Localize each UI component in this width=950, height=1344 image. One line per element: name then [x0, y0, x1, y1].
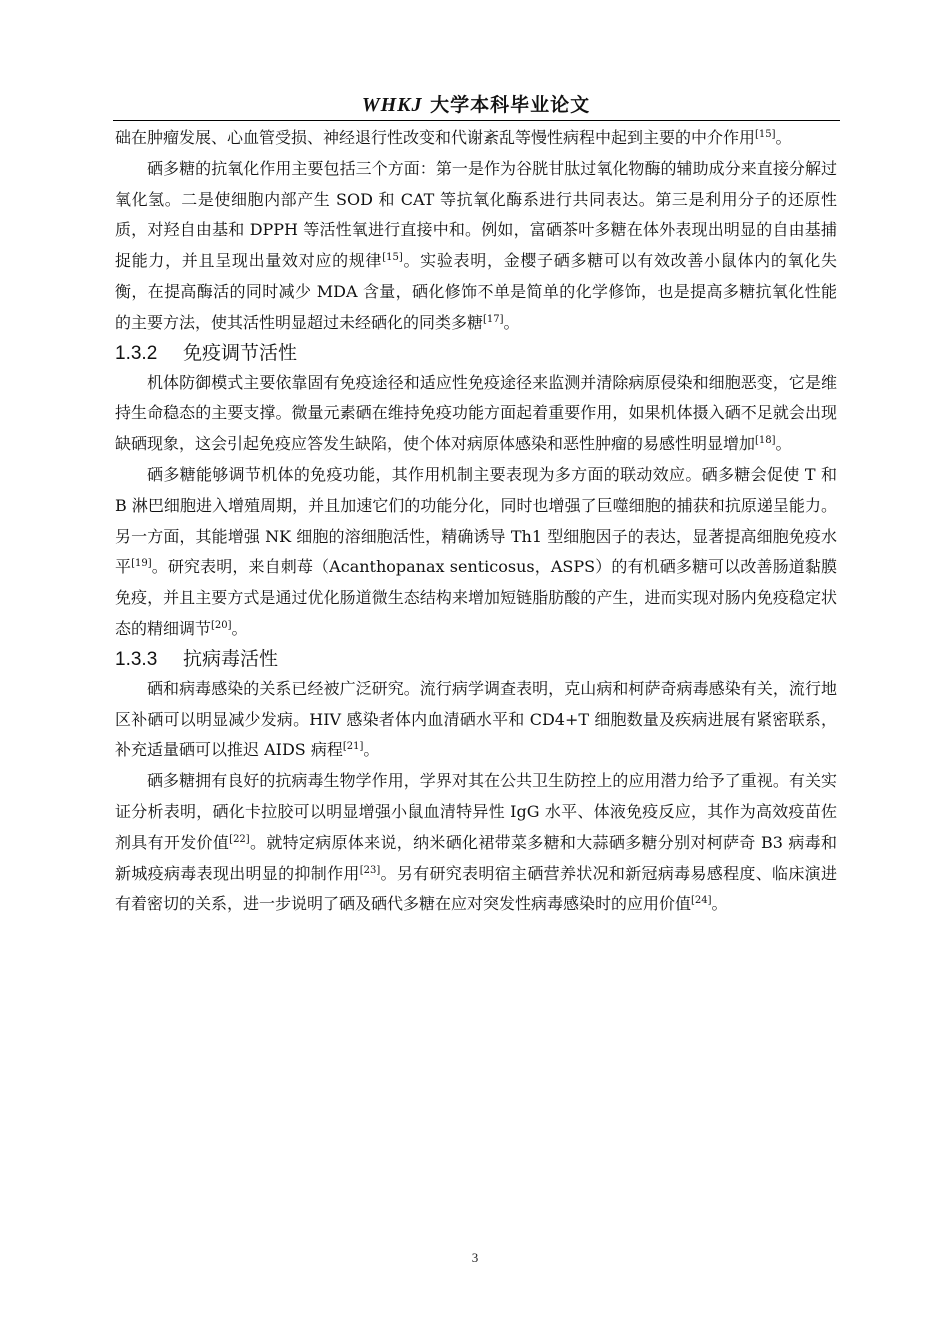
running-header — [115, 92, 837, 118]
paragraph-continued: 础在肿瘤发展、心血管受损、神经退行性改变和代谢紊乱等慢性病程中起到主要的中介作用[15]。 — [115, 128, 792, 147]
header-divider — [113, 120, 840, 121]
page-number: 3 — [471, 1250, 479, 1265]
citation: [21] — [342, 741, 364, 753]
citation: [18] — [755, 435, 776, 447]
paragraph-antioxidant: 硒多糖的抗氧化作用主要包括三个方面：第一是作为谷胱甘肽过氧化物酶的辅助成分来直接分解过氧化氢。二是使细胞内部产生 SOD 和 CAT 等抗氧化酶系进行共同表达。第三是利用分子的还原性质，对羟自由基和 DPPH 等活性氧进行直接中和。例如，富硒茶叶多糖在体外表现出明显的自由基捕捉能力，并且呈现出量效对应的规律[15]。实验表明，金樱子硒多糖可以有效改善小鼠体内的氧化失衡，在提高酶活的同时减少 MDA 含量，硒化修饰不单是简单的化学修饰，也是提高多糖抗氧化性能的主要方法，使其活性明显超过未经硒化的同类多糖[17]。 — [115, 158, 837, 332]
header-title: 大学本科毕业论文 — [430, 94, 591, 116]
header-latin: WHKJ — [361, 94, 423, 116]
paragraph-immune-mechanism: 硒多糖能够调节机体的免疫功能，其作用机制主要表现为多方面的联动效应。硒多糖会促使 T 和 B 淋巴细胞进入增殖周期，并且加速它们的功能分化，同时也增强了巨噬细胞的捕获和抗原递呈能力。另一方面，其能增强 NK 细胞的溶细胞活性，精确诱导 Th1 型细胞因子的表达，显著提高细胞免疫水平[19]。研究表明，来自刺苺（Acanthopanax senticosus，ASPS）的有机硒多糖可以改善肠道黏膜免疫，并且主要方式是通过优化肠道微生态结构来增加短链脂肪酸的产生，进而实现对肠内免疫稳定状态的精细调节[20]。 — [115, 464, 837, 638]
section-heading-antiviral — [115, 645, 837, 674]
citation: [19] — [131, 558, 152, 570]
section-number: 1.3.2 — [115, 342, 158, 364]
section-title: 抗病毒活性 — [183, 647, 279, 670]
paragraph-immune-intro: 机体防御模式主要依靠固有免疫途径和适应性免疫途径来监测并清除病原侵染和细胞恶变，它是维持生命稳态的主要支撑。微量元素硒在维持免疫功能方面起着重要作用，如果机体摄入硒不足就会出现缺硒现象，这会引起免疫应答发生缺陷，使个体对病原体感染和恶性肿瘤的易感性明显增加[18]。 — [115, 372, 837, 454]
paragraph-antiviral-intro: 硒和病毒感染的关系已经被广泛研究。流行病学调查表明，克山病和柯萨奇病毒感染有关，流行地区补硒可以明显减少发病。HIV 感染者体内血清硒水平和 CD4+T 细胞数量及疾病进展有紧密联系，补充适量硒可以推迟 AIDS 病程[21]。 — [115, 678, 837, 760]
paragraph-antiviral-evidence: 硒多糖拥有良好的抗病毒生物学作用，学界对其在公共卫生防控上的应用潜力给予了重视。有关实证分析表明，硒化卡拉胶可以明显增强小鼠血清特异性 IgG 水平、体液免疫反应，其作为高效疫苗佐剂具有开发价值[22]。就特定病原体来说，纳米硒化裙带菜多糖和大蒜硒多糖分别对柯萨奇 B3 病毒和新城疫病毒表现出明显的抑制作用[23]。另有研究表明宿主硒营养状况和新冠病毒易感程度、临床演进有着密切的关系，进一步说明了硒及硒代多糖在应对突发性病毒感染时的应用价值[24]。 — [115, 771, 837, 914]
citation: [17] — [483, 313, 504, 325]
document-body — [115, 123, 837, 920]
section-title: 免疫调节活性 — [183, 341, 298, 364]
citation: [24] — [691, 895, 712, 907]
citation: [15] — [382, 252, 403, 264]
citation: [15] — [755, 129, 776, 140]
section-number: 1.3.3 — [115, 648, 158, 670]
citation: [20] — [211, 619, 232, 631]
citation: [22] — [229, 833, 250, 845]
citation: [23] — [359, 864, 381, 876]
section-heading-immune — [115, 339, 837, 368]
